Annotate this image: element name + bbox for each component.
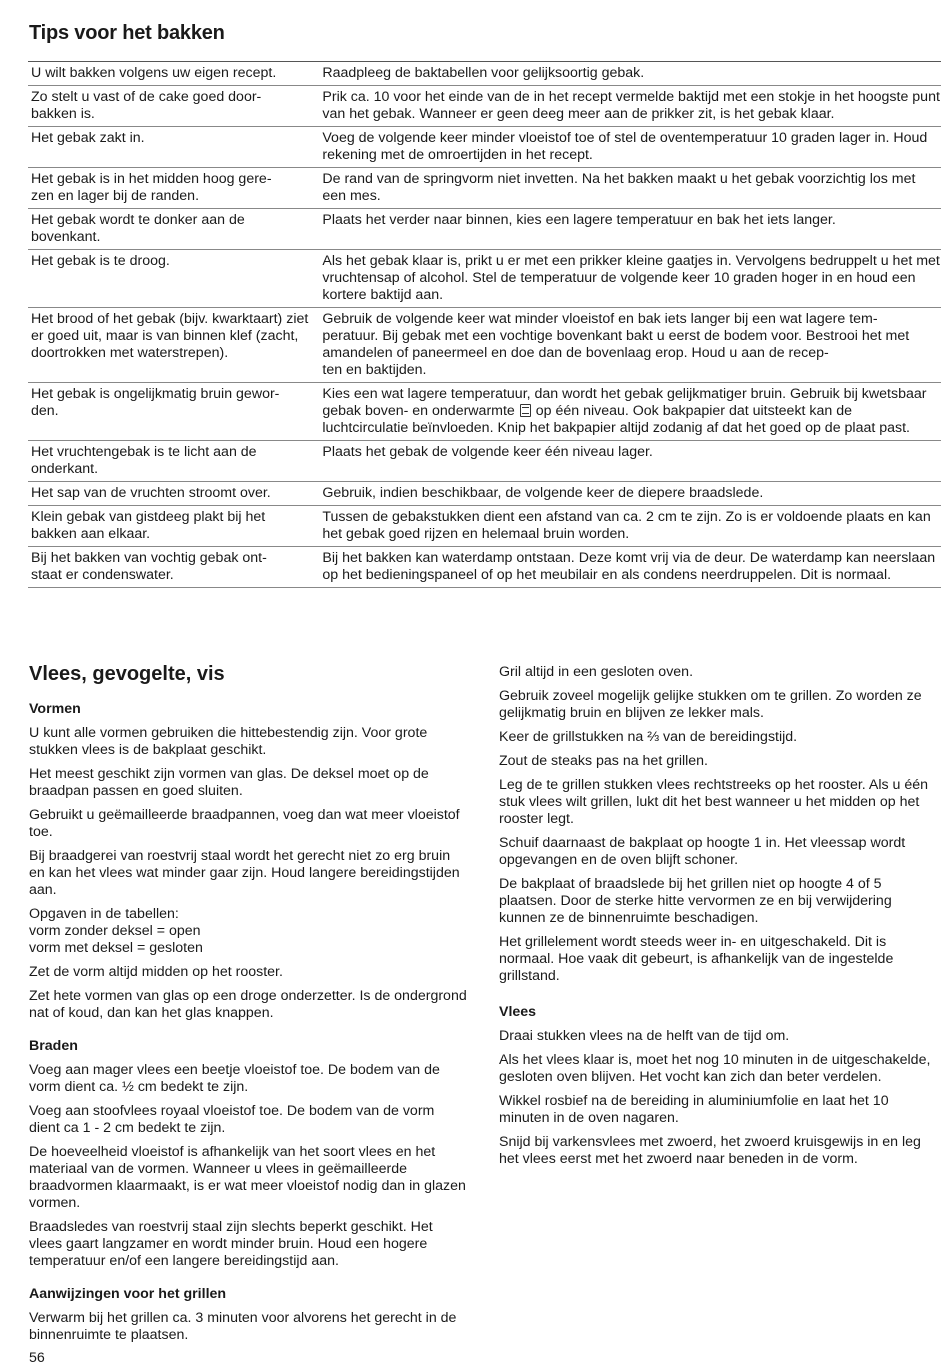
problem-cell: Zo stelt u vast of de cake goed door- bakken is.	[31, 89, 262, 122]
solution-cell: Prik ca. 10 voor het einde van de in het recept vermelde baktijd met een stokje in het hoogste punt van het gebak. Wanneer er geen deeg meer aan de prikker zit, is het gebak klaar.	[322, 89, 940, 122]
problem-cell: Klein gebak van gistdeeg plakt bij het bakken aan elkaar.	[31, 509, 266, 542]
problem-cell: Het gebak is in het midden hoog gere- zen en lager bij de randen.	[31, 171, 272, 204]
solution-cell: Voeg de volgende keer minder vloeistof toe of stel de oventemperatuur 10 graden lager in. Houd rekening met de omroertijden in het recept.	[322, 130, 928, 163]
problem-cell: Het vruchtengebak is te licht aan de onderkant.	[31, 444, 257, 477]
solution-cell: Als het gebak klaar is, prikt u er met een prikker kleine gaatjes in. Vervolgens bedruppelt u het met vruchtensap of alcohol. Stel de temperatuur de volgende keer 10 graden hoger in en houd een kortere baktijd aan.	[322, 253, 940, 303]
solution-text-part-b: op één niveau. Ook bakpapier dat uitsteekt kan de luchtcirculatie beïnvloeden. Knip het bakpapier altijd zodanig af dat het goed op de plaat past.	[322, 403, 910, 436]
table-row	[28, 482, 941, 506]
paragraph: De hoeveelheid vloeistof is afhankelijk van het soort vlees en het materiaal van de vormen. Wanneer u vlees in geëmailleerde braadvormen klaarmaakt, is er wat meer vloeistof nodig dan in glazen vormen.	[29, 1144, 466, 1211]
problem-cell: U wilt bakken volgens uw eigen recept.	[31, 65, 277, 81]
solution-cell: Tussen de gebakstukken dient een afstand van ca. 2 cm te zijn. Zo is er voldoende plaats en kan het gebak goed rijzen en helemaal bruin worden.	[322, 509, 931, 542]
solution-cell: Plaats het verder naar binnen, kies een lagere temperatuur en bak het iets langer.	[322, 212, 836, 228]
solution-cell: Plaats het gebak de volgende keer één niveau lager.	[322, 444, 653, 460]
paragraph: Draai stukken vlees na de helft van de tijd om.	[499, 1028, 790, 1044]
subsection-title-grillen: Aanwijzingen voor het grillen	[29, 1286, 227, 1302]
paragraph: Wikkel rosbief na de bereiding in aluminiumfolie en laat het 10 minuten in de oven nagaren.	[499, 1093, 889, 1126]
subsection-title-braden: Braden	[29, 1038, 78, 1054]
page-title: Tips voor het bakken	[29, 22, 225, 44]
paragraph: Zet de vorm altijd midden op het rooster.	[29, 964, 283, 980]
problem-cell: Het sap van de vruchten stroomt over.	[31, 485, 271, 501]
table-row	[28, 209, 941, 250]
paragraph: Het meest geschikt zijn vormen van glas. De deksel moet op de braadpan passen en goed sluiten.	[29, 766, 429, 799]
table-row	[28, 127, 941, 168]
section-title: Vlees, gevogelte, vis	[29, 663, 225, 685]
paragraph: De bakplaat of braadslede bij het grillen niet op hoogte 4 of 5 plaatsen. Door de sterke hitte vervormen ze en bij verwijdering kunnen ze de binnenruimte beschadigen.	[499, 876, 892, 926]
left-column	[29, 661, 469, 1351]
table-row	[28, 86, 941, 127]
paragraph: Gebruikt u geëmailleerde braadpannen, voeg dan wat meer vloeistof toe.	[29, 807, 460, 840]
problem-cell: Bij het bakken van vochtig gebak ont- staat er condenswater.	[31, 550, 267, 583]
table-row	[28, 547, 941, 588]
paragraph: Zout de steaks pas na het grillen.	[499, 753, 708, 769]
paragraph: Schuif daarnaast de bakplaat op hoogte 1 in. Het vleessap wordt opgevangen en de oven blijft schoner.	[499, 835, 906, 868]
solution-cell: Gebruik, indien beschikbaar, de volgende keer de diepere braadslede.	[322, 485, 764, 501]
paragraph: Leg de te grillen stukken vlees rechtstreeks op het rooster. Als u één stuk vlees wilt grillen, lukt dit het best wanneer u het midden op het rooster legt.	[499, 777, 929, 827]
table-row	[28, 383, 941, 441]
paragraph: Snijd bij varkensvlees met zwoerd, het zwoerd kruisgewijs in en leg het vlees eerst met het zwoerd naar beneden in de vorm.	[499, 1134, 921, 1167]
problem-cell: Het gebak is ongelijkmatig bruin gewor- den.	[31, 386, 280, 419]
paragraph: Voeg aan mager vlees een beetje vloeistof toe. De bodem van de vorm dient ca. ½ cm bedekt te zijn.	[29, 1062, 440, 1095]
paragraph: Als het vlees klaar is, moet het nog 10 minuten in de uitgeschakelde, gesloten oven blijven. Het vocht kan zich dan beter verdelen.	[499, 1052, 931, 1085]
paragraph: Keer de grillstukken na ⅔ van de bereidingstijd.	[499, 729, 798, 745]
paragraph: Gebruik zoveel mogelijk gelijke stukken om te grillen. Zo worden ze gelijkmatig bruin en blijven ze lekker mals.	[499, 688, 922, 721]
problem-cell: Het gebak wordt te donker aan de bovenkant.	[31, 212, 245, 245]
table-row	[28, 250, 941, 308]
paragraph: Zet hete vormen van glas op een droge onderzetter. Is de ondergrond nat of koud, dan kan het glas knappen.	[29, 988, 467, 1021]
solution-cell: Raadpleeg de baktabellen voor gelijksoortig gebak.	[322, 65, 645, 81]
top-bottom-heat-icon	[520, 404, 531, 417]
table-row	[28, 441, 941, 482]
table-row	[28, 506, 941, 547]
paragraph: Verwarm bij het grillen ca. 3 minuten voor alvorens het gerecht in de binnenruimte te plaatsen.	[29, 1310, 457, 1343]
table-row	[28, 308, 941, 383]
page-number: 56	[29, 1350, 45, 1366]
solution-text-part-a: Kies een wat lagere temperatuur, dan wordt het gebak gelijkmatiger bruin. Gebruik bij kwetsbaar gebak boven- en onderwarmte	[322, 386, 927, 419]
paragraph: Het grillelement wordt steeds weer in- en uitgeschakeld. Dit is normaal. Hoe vaak dit gebeurt, is afhankelijk van de ingestelde grillstand.	[499, 934, 894, 984]
solution-cell: De rand van de springvorm niet invetten. Na het bakken maakt u het gebak voorzichtig los met een mes.	[322, 171, 916, 204]
solution-cell: Gebruik de volgende keer wat minder vloeistof en bak iets langer bij een wat lagere tem- peratuur. Bij gebak met een vochtige bovenkant bakt u eerst de bodem voor. Bestrooi het met amandelen of paneermeel en doe dan de bovenlaag erop. Houd u aan de recep- ten en baktijden.	[322, 311, 910, 378]
paragraph: Opgaven in de tabellen: vorm zonder deksel = open vorm met deksel = gesloten	[29, 906, 203, 956]
right-column	[499, 664, 941, 1175]
subsection-title-vormen: Vormen	[29, 701, 81, 717]
solution-cell: Bij het bakken kan waterdamp ontstaan. Deze komt vrij via de deur. De waterdamp kan neerslaan op het bedieningspaneel of op het meubilair en als condens neerdruppelen. Dit is normaal.	[322, 550, 936, 583]
table-row	[28, 168, 941, 209]
table-row	[28, 62, 941, 86]
problem-cell: Het gebak zakt in.	[31, 130, 145, 146]
paragraph: Bij braadgerei van roestvrij staal wordt het gerecht niet zo erg bruin en kan het vlees wat minder gaar zijn. Houd langere bereidingstijden aan.	[29, 848, 460, 898]
subsection-title-vlees: Vlees	[499, 1004, 537, 1020]
tips-table	[28, 61, 941, 588]
solution-cell	[320, 386, 941, 437]
paragraph: Braadsledes van roestvrij staal zijn slechts beperkt geschikt. Het vlees gaart langzamer en wordt minder bruin. Houd een hogere temperatuur en/of een langere bereidingstijd aan.	[29, 1219, 433, 1269]
paragraph: U kunt alle vormen gebruiken die hittebestendig zijn. Voor grote stukken vlees is de bakplaat geschikt.	[29, 725, 428, 758]
problem-cell: Het gebak is te droog.	[31, 253, 170, 269]
problem-cell: Het brood of het gebak (bijv. kwarktaart) ziet er goed uit, maar is van binnen klef (zacht, doortrokken met waterstrepen).	[31, 311, 309, 361]
paragraph: Voeg aan stoofvlees royaal vloeistof toe. De bodem van de vorm dient ca 1 - 2 cm bedekt te zijn.	[29, 1103, 435, 1136]
paragraph: Gril altijd in een gesloten oven.	[499, 664, 694, 680]
